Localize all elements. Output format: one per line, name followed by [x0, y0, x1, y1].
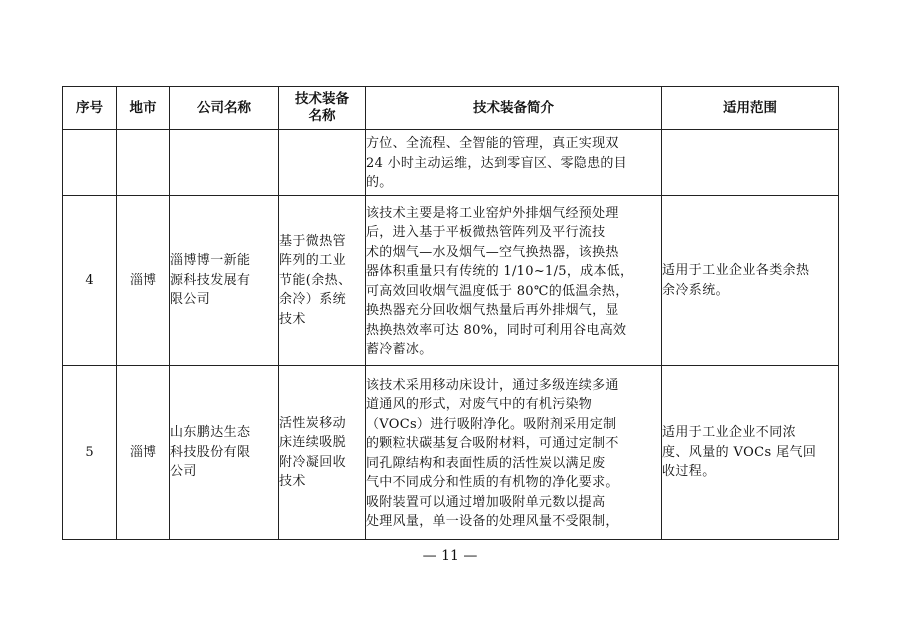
company-cell	[170, 366, 279, 540]
tech-name-cell	[279, 366, 366, 540]
header-seq: 序号	[63, 87, 117, 130]
intro-line: 气中不同成分和性质的有机物的净化要求。	[366, 475, 619, 490]
table-row	[63, 130, 839, 196]
intro-line: 器体积重量只有传统的 1/10~1/5，成本低，	[366, 264, 634, 279]
intro-line: 术的烟气—水及烟气—空气换热器，该换热	[366, 244, 619, 260]
company-cell	[170, 130, 279, 196]
scope-line: 收过程。	[662, 464, 716, 480]
intro-line: 道通风的形式，对废气中的有机污染物	[366, 397, 593, 412]
scope-cell	[662, 130, 839, 196]
header-company: 公司名称	[170, 87, 279, 130]
intro-line: 可高效回收烟气温度低于 80℃的低温余热，	[366, 283, 629, 299]
company-line: 山东鹏达生态	[170, 425, 251, 441]
header-city: 地市	[117, 87, 170, 130]
tech-name-line: 阵列的工业	[279, 253, 347, 269]
company-line: 源科技发展有	[170, 272, 251, 288]
intro-cell	[366, 366, 662, 540]
intro-line: 方位、全流程、全智能的管理，真正实现双	[366, 136, 619, 152]
tech-name-line: 基于微热管	[279, 233, 347, 249]
table-row	[63, 196, 839, 366]
intro-line: 热换热效率可达 80%，同时可利用谷电高效	[366, 322, 627, 338]
header-tech-name	[279, 87, 366, 130]
tech-name-line: 节能(余热、	[279, 272, 352, 288]
header-scope: 适用范围	[662, 87, 839, 130]
intro-line: 同孔隙结构和表面性质的活性炭以满足废	[366, 455, 606, 471]
city-cell	[117, 130, 170, 196]
tech-name-cell	[279, 130, 366, 196]
tech-name-cell	[279, 196, 366, 366]
scope-line: 度、风量的 VOCs 尾气回	[662, 444, 817, 460]
scope-line: 余冷系统。	[662, 282, 730, 298]
page-number: — 11 —	[422, 548, 478, 564]
company-line: 淄博博一新能	[170, 253, 251, 269]
header-tech-name-line: 技术装备	[295, 91, 349, 107]
intro-line: 该技术主要是将工业窑炉外排烟气经预处理	[366, 205, 619, 221]
intro-line: 该技术采用移动床设计，通过多级连续多通	[366, 377, 619, 393]
table-row	[63, 366, 839, 540]
city-cell: 淄博	[117, 366, 170, 540]
intro-cell	[366, 130, 662, 196]
scope-line: 适用于工业企业不同浓	[662, 425, 797, 441]
header-tech-name-line: 名称	[308, 108, 336, 124]
intro-line: 的。	[366, 175, 393, 191]
tech-name-line: 余冷）系统	[279, 292, 347, 308]
seq-cell: 4	[63, 196, 117, 366]
header-row	[63, 87, 839, 130]
tech-name-line: 技术	[279, 311, 306, 327]
scope-cell	[662, 196, 839, 366]
intro-cell	[366, 196, 662, 366]
city-cell: 淄博	[117, 196, 170, 366]
tech-equipment-table	[62, 86, 839, 540]
tech-name-line: 技术	[279, 474, 306, 489]
header-intro: 技术装备简介	[366, 87, 662, 130]
seq-cell	[63, 130, 117, 196]
tech-name-line: 附冷凝回收	[279, 454, 347, 470]
intro-line: 换热器充分回收烟气热量后再外排烟气，显	[366, 303, 619, 318]
tech-name-line: 活性炭移动	[279, 415, 347, 431]
intro-line: 的颗粒状碳基复合吸附材料，可通过定制不	[366, 436, 619, 451]
company-cell	[170, 196, 279, 366]
scope-line: 适用于工业企业各类余热	[662, 263, 810, 278]
intro-line: 24 小时主动运维，达到零盲区、零隐患的目	[366, 155, 627, 171]
intro-line: 蓄冷蓄冰。	[366, 342, 433, 357]
seq-cell: 5	[63, 366, 117, 540]
tech-name-line: 床连续吸脱	[279, 435, 347, 450]
intro-line: 后，进入基于平板微热管阵列及平行流技	[366, 225, 606, 240]
company-line: 限公司	[170, 292, 211, 308]
company-line: 科技股份有限	[170, 444, 251, 460]
intro-line: （VOCs）进行吸附净化。吸附剂采用定制	[366, 416, 617, 432]
intro-line: 处理风量，单一设备的处理风量不受限制，	[366, 514, 619, 529]
company-line: 公司	[170, 464, 197, 480]
scope-cell	[662, 366, 839, 540]
intro-line: 吸附装置可以通过增加吸附单元数以提高	[366, 494, 606, 510]
